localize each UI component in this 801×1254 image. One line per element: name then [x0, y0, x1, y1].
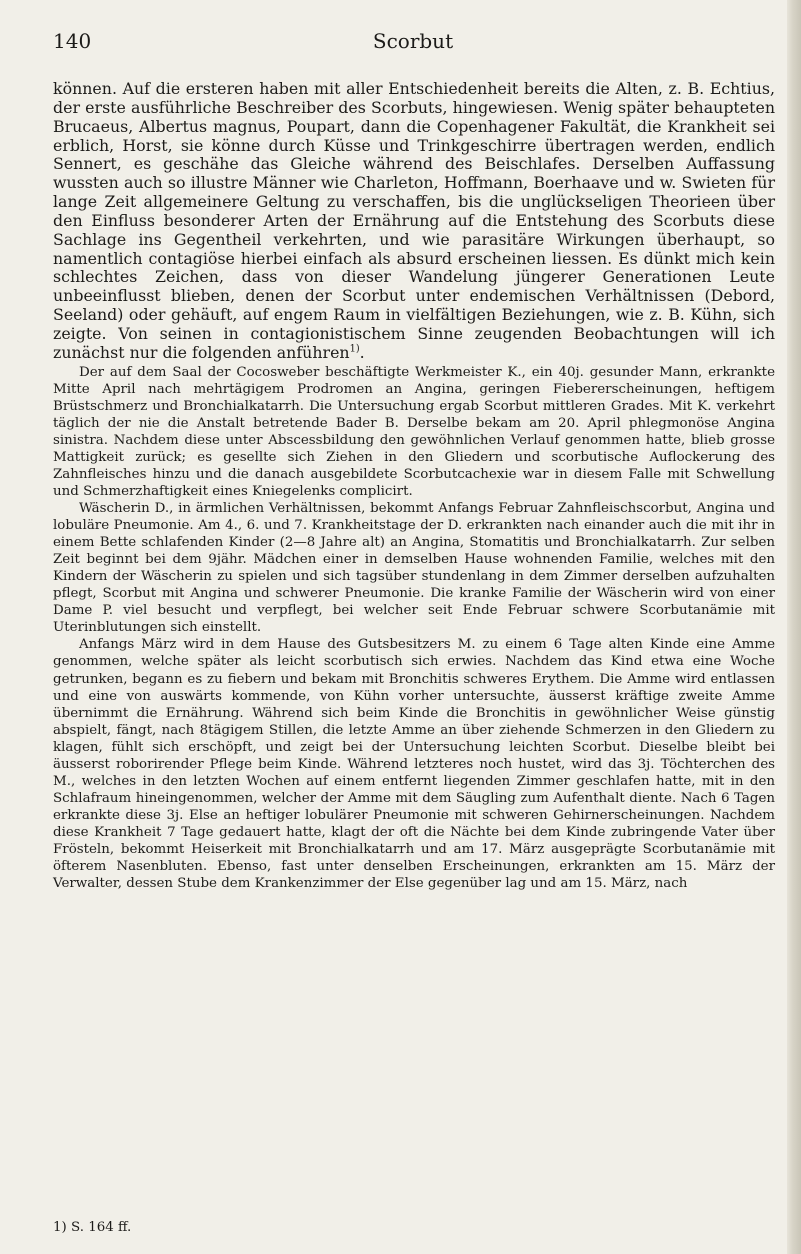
page-number: 140: [53, 29, 92, 53]
main-paragraph-text: können. Auf die ersteren haben mit aller Entschiedenheit bereits die Alten, z. B. Echtius, der erste ausführliche Beschreiber des Scorbuts, hingewiesen. Wenig später behaupteten Brucaeus, Albertus magnus, Poupart, dann die Copenhagener Fakultät, die Krankheit sei erblich, Horst, sie könne durch Küsse und Trinkgeschirre übertragen werden, endlich Sennert, es geschähe das Gleiche während des Beischlafes. Derselben Auffassung wussten auch so illustre Männer wie Charleton, Hoffmann, Boerhaave und w. Swieten für lange Zeit allgemeinere Geltung zu verschaffen, bis die unglückseligen Theorieen über den Einfluss besonderer Arten der Ernährung auf die Entstehung des Scorbuts diese Sachlage ins Gegentheil verkehrten, und wie parasitäre Wirkungen überhaupt, so namentlich contagiöse hierbei einfach als absurd erscheinen liessen. Es dünkt mich kein schlechtes Zeichen, dass von dieser Wandelung jüngerer Generationen Leute unbeeinflusst blieben, denen der Scorbut unter endemischen Verhältnissen (Debord, Seeland) oder gehäuft, auf engem Raum in vielfältigen Beziehungen, wie z. B. Kühn, sich zeigte. Von seinen in contagionistischem Sinne zeugenden Beobachtungen will ich zunächst nur die folgenden anführen: [53, 79, 775, 362]
case-report-workshop: Der auf dem Saal der Cocosweber beschäftigte Werkmeister K., ein 40j. gesunder Mann, erkrankte Mitte April nach mehrtägigem Prodromen an Angina, geringen Fiebererscheinungen, heftigem Brüstschmerz und Bronchialkatarrh. Die Untersuchung ergab Scorbut mittleren Grades. Mit K. verkehrt täglich der nie die Anstalt betretende Bader B. Derselbe bekam am 20. April phlegmonöse Angina sinistra. Nachdem diese unter Abscessbildung den gewöhnlichen Verlauf genommen hatte, blieb grosse Mattigkeit zurück; es gesellte sich Ziehen in den Gliedern und scorbutische Auflockerung des Zahnfleisches hinzu und die danach ausgebildete Scorbutcachexie war in diesem Falle mit Schwellung und Schmerzhaftigkeit eines Kniegelenks complicirt.: [53, 364, 775, 499]
case-report-washerwoman: Wäscherin D., in ärmlichen Verhältnissen, bekommt Anfangs Februar Zahnfleischscorbut, Angina und lobuläre Pneumonie. Am 4., 6. und 7. Krankheitstage der D. erkrankten nach einander auch die mit ihr in einem Bette schlafenden Kinder (2—8 Jahre alt) an Angina, Stomatitis und Bronchialkatarrh. Zur selben Zeit beginnt bei dem 9jähr. Mädchen einer in demselben Hause wohnenden Familie, welches mit den Kindern der Wäscherin zu spielen und sich tagsüber stundenlang in dem Zimmer derselben aufzuhalten pflegt, Scorbut mit Angina und schwerer Pneumonie. Die kranke Familie der Wäscherin wird von einer Dame P. viel besucht und verpflegt, bei welcher seit Ende Februar schwere Scorbutanämie mit Uterinblutungen sich einstellt.: [53, 501, 775, 636]
page-header: [53, 28, 773, 80]
page-edge-shadow: [787, 0, 801, 1254]
case-report-estate-owner: Anfangs März wird in dem Hause des Gutsbesitzers M. zu einem 6 Tage alten Kinde eine Amme genommen, welche später als leicht scorbutisch sich erwies. Nachdem das Kind etwa eine Woche getrunken, begann es zu fiebern und bekam mit Bronchitis schweres Erythem. Die Amme wird entlassen und eine von auswärts kommende, von Kühn vorher untersuchte, äusserst kräftige zweite Amme übernimmt die Ernährung. Während sich beim Kinde die Bronchitis in gewöhnlicher Weise günstig abspielt, fängt, nach 8tägigem Stillen, die letzte Amme an über ziehende Schmerzen in den Gliedern zu klagen, fühlt sich erschöpft, und zeigt bei der Untersuchung leichten Scorbut. Dieselbe bleibt bei äusserst roborirender Pflege beim Kinde. Während letzteres noch hustet, wird das 3j. Töchterchen des M., welches in den letzten Wochen auf einem entfernt liegenden Zimmer geschlafen hatte, mit in den Schlafraum hineingenommen, welcher der Amme mit dem Säugling zum Aufenthalt diente. Nach 6 Tagen erkrankte diese 3j. Else an heftiger lobulärer Pneumonie mit schweren Gehirnerscheinungen. Nachdem diese Krankheit 7 Tage gedauert hatte, klagt der oft die Nächte bei dem Kinde zubringende Vater über Frösteln, bekommt Heiserkeit mit Bronchialkatarrh und am 17. März ausgeprägte Scorbutanämie mit öfterem Nasenbluten. Ebenso, fast unter denselben Erscheinungen, erkrankten am 15. März der Verwalter, dessen Stube dem Krankenzimmer der Else gegenüber lag und am 15. März, nach: [53, 637, 775, 892]
running-title: Scorbut: [372, 29, 454, 53]
main-paragraph: können. Auf die ersteren haben mit aller Entschiedenheit bereits die Alten, z. B. Echtius, der erste ausführliche Beschreiber des Scorbuts, hingewiesen. Wenig später behaupteten Brucaeus, Albertus magnus, Poupart, dann die Copenhagener Fakultät, die Krankheit sei erblich, Horst, sie könne durch Küsse und Trinkgeschirre übertragen werden, endlich Sennert, es geschähe das Gleiche während des Beischlafes. Derselben Auffassung wussten auch so illustre Männer wie Charleton, Hoffmann, Boerhaave und w. Swieten für lange Zeit allgemeinere Geltung zu verschaffen, bis die unglückseligen Theorieen über den Einfluss besonderer Arten der Ernährung auf die Entstehung des Scorbuts diese Sachlage ins Gegentheil verkehrten, und wie parasitäre Wirkungen überhaupt, so namentlich contagiöse hierbei einfach als absurd erscheinen liessen. Es dünkt mich kein schlechtes Zeichen, dass von dieser Wandelung jüngerer Generationen Leute unbeeinflusst blieben, denen der Scorbut unter endemischen Verhältnissen (Debord, Seeland) oder gehäuft, auf engem Raum in vielfältigen Beziehungen, wie z. B. Kühn, sich zeigte. Von seinen in contagionistischem Sinne zeugenden Beobachtungen will ich zunächst nur die folgenden anführen$^{1)}$.: [53, 79, 775, 362]
footnote: 1) S. 164 ff.: [53, 1220, 132, 1235]
body-text: [53, 80, 775, 892]
footnote-reference[interactable]: 1): [349, 343, 360, 355]
